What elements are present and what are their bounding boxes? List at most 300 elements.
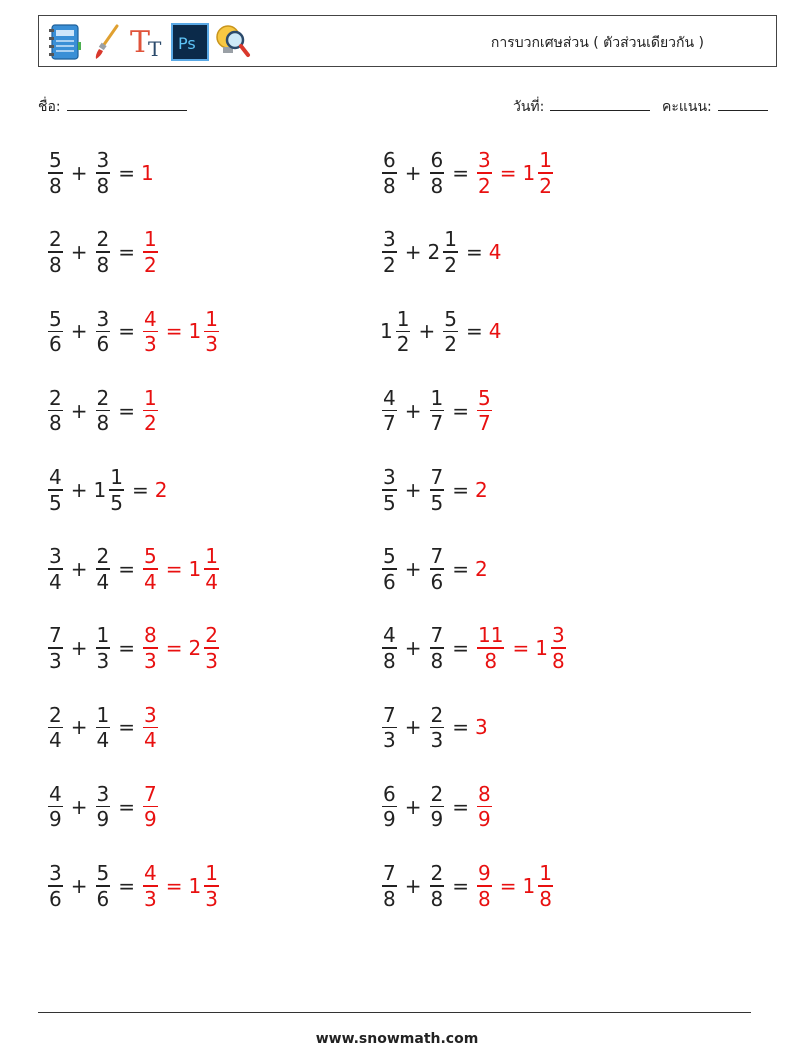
numerator: 1 [144, 385, 157, 410]
problem-p8 [380, 385, 494, 437]
fraction-stack [477, 386, 492, 436]
fraction-stack [430, 544, 445, 594]
equals-sign: = [131, 477, 149, 502]
fraction [428, 861, 447, 911]
fraction [428, 148, 447, 198]
problem-p18 [380, 781, 494, 833]
equals-sign: = [452, 161, 469, 185]
problem-p13 [46, 622, 221, 674]
numerator: 5 [96, 861, 110, 885]
worksheet-header [38, 15, 777, 67]
fraction-stack [204, 623, 219, 673]
fraction [141, 227, 160, 277]
fraction [475, 386, 494, 436]
whole-number [475, 559, 489, 579]
fraction-stack [96, 307, 111, 357]
fraction [94, 227, 113, 277]
answer [141, 163, 155, 183]
denominator: 8 [383, 648, 396, 673]
date-field[interactable] [513, 96, 650, 118]
denominator: 6 [96, 332, 110, 357]
fraction-stack [204, 861, 219, 911]
denominator: 2 [478, 173, 491, 198]
fraction-stack [48, 861, 63, 911]
denominator: 2 [396, 332, 410, 357]
fraction-stack [48, 465, 63, 515]
equals-sign: = [118, 398, 135, 423]
denominator: 2 [383, 252, 396, 277]
fraction [141, 782, 160, 832]
equals-sign: = [452, 636, 469, 661]
fraction [94, 307, 113, 357]
whole-part: 4 [488, 319, 502, 344]
problem-p19 [46, 860, 221, 912]
fraction [46, 386, 65, 436]
fraction [380, 782, 399, 832]
whole-part: 1 [535, 636, 548, 661]
fraction [94, 465, 126, 515]
denominator: 8 [383, 173, 396, 198]
fraction [428, 703, 447, 753]
fraction [46, 307, 65, 357]
plus-sign: + [404, 477, 422, 502]
fraction [428, 623, 447, 673]
fraction-stack [96, 703, 111, 753]
denominator: 9 [383, 807, 396, 832]
equals-sign: = [452, 715, 469, 740]
denominator: 8 [96, 252, 110, 277]
numerator: 2 [49, 227, 62, 252]
fraction-stack [382, 861, 397, 911]
numerator: 5 [444, 306, 457, 331]
fraction-stack [551, 623, 566, 673]
fraction-stack [109, 465, 124, 515]
plus-sign: + [70, 873, 88, 898]
fraction-stack [430, 148, 445, 198]
fraction-stack [143, 544, 158, 594]
numerator: 2 [49, 385, 62, 410]
numerator: 4 [144, 861, 157, 885]
equals-sign: = [465, 319, 483, 344]
fraction-stack [477, 148, 492, 198]
denominator: 8 [430, 648, 444, 673]
answer [141, 703, 160, 753]
fraction-stack [430, 465, 445, 515]
whole-part: 2 [475, 557, 488, 581]
fraction-stack [538, 861, 553, 911]
plus-sign: + [404, 715, 422, 740]
denominator: 3 [96, 648, 110, 673]
numerator: 2 [96, 544, 110, 569]
equals-sign: = [452, 477, 469, 502]
fraction-stack [430, 623, 445, 673]
plus-sign: + [404, 240, 422, 265]
fraction [189, 307, 221, 357]
fraction-stack [204, 307, 219, 357]
fraction-stack [96, 544, 111, 594]
name-field[interactable] [38, 96, 187, 118]
fraction-stack [48, 703, 63, 753]
denominator: 3 [49, 648, 62, 673]
numerator: 4 [383, 385, 396, 410]
numerator: 7 [430, 544, 444, 569]
denominator: 3 [144, 648, 157, 673]
fraction-stack [382, 544, 397, 594]
whole-part: 3 [475, 715, 488, 740]
fraction-stack [443, 227, 458, 277]
fraction [535, 623, 567, 673]
plus-sign: + [70, 715, 88, 740]
denominator: 6 [430, 569, 444, 594]
equals-sign: = [118, 636, 135, 661]
denominator: 4 [144, 569, 157, 594]
denominator: 3 [205, 886, 218, 911]
equals-sign: = [465, 240, 483, 265]
whole-part: 1 [188, 319, 202, 344]
answer [141, 544, 221, 594]
whole-part: 1 [380, 319, 393, 344]
fraction [46, 703, 65, 753]
fraction-stack [382, 148, 397, 198]
plus-sign: + [70, 477, 88, 502]
plus-sign: + [404, 794, 422, 819]
fraction [46, 148, 65, 198]
fraction [46, 782, 65, 832]
problem-p12 [380, 543, 489, 595]
numerator: 6 [383, 148, 396, 173]
answer [141, 307, 221, 357]
answer [475, 715, 489, 740]
denominator: 9 [144, 807, 157, 832]
denominator: 4 [49, 569, 62, 594]
denominator: 7 [383, 411, 396, 436]
fraction-stack [430, 703, 445, 753]
fraction-stack [143, 782, 158, 832]
fraction [380, 861, 399, 911]
numerator: 1 [110, 465, 123, 489]
fraction [94, 544, 113, 594]
fraction [141, 703, 160, 753]
fraction-stack [143, 623, 158, 673]
fraction [141, 861, 160, 911]
numerator: 8 [478, 781, 491, 806]
denominator: 3 [205, 332, 218, 357]
fraction-stack [96, 623, 111, 673]
answer-equals-sign: = [165, 636, 183, 661]
plus-sign: + [70, 794, 88, 819]
fraction-stack [538, 148, 553, 198]
problem-p2 [380, 147, 555, 199]
numerator: 1 [396, 306, 410, 331]
denominator: 8 [484, 648, 498, 673]
fraction [523, 861, 555, 911]
fraction [380, 307, 412, 357]
fraction-stack [143, 307, 158, 357]
whole-part: 1 [188, 873, 202, 898]
fraction-stack [96, 386, 111, 436]
numerator: 1 [444, 227, 457, 252]
denominator: 5 [49, 490, 62, 515]
plus-sign: + [70, 557, 88, 581]
numerator: 1 [205, 306, 218, 331]
svg-text:Ps: Ps [178, 34, 196, 53]
notebook-icon [45, 22, 83, 62]
answer [475, 782, 494, 832]
numerator: 2 [430, 861, 444, 885]
numerator: 7 [144, 781, 157, 806]
fraction [46, 465, 65, 515]
denominator: 8 [49, 411, 62, 436]
fraction [189, 544, 221, 594]
score-field[interactable] [662, 96, 768, 118]
numerator: 1 [539, 148, 552, 173]
fraction-stack [48, 782, 63, 832]
date-blank[interactable] [550, 98, 650, 111]
fraction [141, 623, 160, 673]
numerator: 11 [478, 623, 504, 648]
plus-sign: + [418, 319, 436, 344]
answer [141, 386, 160, 436]
fraction [94, 782, 113, 832]
numerator: 2 [205, 623, 218, 648]
numerator: 9 [478, 861, 491, 885]
numerator: 7 [430, 623, 444, 648]
equals-sign: = [118, 794, 135, 819]
fraction [94, 148, 113, 198]
whole-part: 2 [475, 477, 488, 502]
fraction-stack [477, 623, 504, 673]
numerator: 3 [96, 148, 110, 173]
answer-equals-sign: = [165, 319, 183, 344]
numerator: 7 [49, 623, 62, 648]
denominator: 8 [478, 886, 491, 911]
numerator: 4 [49, 781, 62, 806]
denominator: 8 [430, 173, 444, 198]
problem-p9 [46, 464, 168, 516]
fraction [475, 148, 494, 198]
numerator: 2 [430, 781, 444, 806]
fraction-stack [96, 227, 111, 277]
fraction-stack [143, 861, 158, 911]
denominator: 9 [478, 807, 491, 832]
answer [141, 227, 160, 277]
answer [141, 782, 160, 832]
fraction-stack [430, 386, 445, 436]
problem-p16 [380, 701, 489, 753]
numerator: 3 [49, 544, 62, 569]
fraction-stack [477, 782, 492, 832]
answer [488, 319, 503, 344]
answer [475, 861, 555, 911]
numerator: 6 [383, 781, 396, 806]
fraction [428, 544, 447, 594]
fraction [428, 465, 447, 515]
numerator: 1 [205, 544, 218, 569]
problem-p3 [46, 226, 160, 278]
denominator: 7 [478, 411, 491, 436]
numerator: 5 [478, 385, 491, 410]
fraction [441, 307, 460, 357]
problem-p6 [380, 305, 502, 357]
fraction-stack [382, 703, 397, 753]
numerator: 5 [144, 544, 157, 569]
numerator: 1 [144, 227, 157, 252]
problem-p1 [46, 147, 155, 199]
whole-part: 1 [188, 557, 202, 581]
footer-url: www.snowmath.com [315, 1031, 479, 1047]
whole-part: 4 [488, 240, 502, 265]
denominator: 8 [383, 886, 396, 911]
denominator: 4 [205, 569, 218, 594]
denominator: 9 [49, 807, 62, 832]
score-label: คะแนน: [662, 99, 712, 115]
answer [141, 861, 221, 911]
numerator: 4 [144, 306, 157, 331]
numerator: 2 [96, 385, 110, 410]
denominator: 6 [383, 569, 396, 594]
fraction-stack [143, 227, 158, 277]
answer [475, 386, 494, 436]
equals-sign: = [118, 715, 135, 740]
numerator: 2 [430, 702, 444, 727]
fraction [189, 623, 221, 673]
name-label: ชื่อ: [38, 99, 61, 115]
fraction-stack [143, 703, 158, 753]
fraction-stack [430, 782, 445, 832]
denominator: 8 [539, 886, 552, 911]
plus-sign: + [70, 319, 88, 344]
denominator: 9 [430, 807, 444, 832]
fraction [475, 782, 494, 832]
fraction [94, 623, 113, 673]
fraction-stack [382, 386, 397, 436]
fraction-stack [48, 148, 63, 198]
equals-sign: = [452, 873, 469, 898]
fraction [46, 623, 65, 673]
plus-sign: + [404, 398, 422, 423]
paintbrush-icon [87, 22, 125, 62]
numerator: 7 [383, 702, 396, 727]
fraction [380, 703, 399, 753]
answer-equals-sign: = [165, 557, 183, 581]
fraction [189, 861, 221, 911]
numerator: 4 [49, 465, 62, 489]
fraction [428, 227, 460, 277]
answer [475, 559, 489, 579]
whole-number [141, 163, 155, 183]
numerator: 1 [96, 623, 110, 648]
denominator: 4 [96, 728, 110, 753]
fraction-stack [96, 782, 111, 832]
plus-sign: + [404, 636, 422, 661]
fraction-stack [382, 465, 397, 515]
fraction [380, 465, 399, 515]
equals-sign: = [118, 319, 135, 344]
lightbulb-magnifier-icon [213, 22, 251, 62]
denominator: 8 [49, 173, 62, 198]
whole-part: 1 [522, 161, 536, 185]
fraction [380, 148, 399, 198]
numerator: 6 [430, 148, 444, 173]
equals-sign: = [118, 873, 135, 898]
problem-p4 [380, 226, 502, 278]
name-blank[interactable] [67, 98, 187, 111]
fraction-stack [382, 623, 397, 673]
fraction [380, 544, 399, 594]
denominator: 6 [49, 332, 62, 357]
plus-sign: + [404, 161, 422, 185]
denominator: 2 [539, 173, 552, 198]
score-blank[interactable] [718, 98, 768, 111]
header-icons [45, 21, 251, 63]
problem-p10 [380, 464, 489, 516]
numerator: 7 [430, 465, 444, 489]
denominator: 8 [96, 411, 110, 436]
denominator: 5 [110, 490, 123, 515]
numerator: 5 [49, 306, 62, 331]
fraction [380, 623, 399, 673]
denominator: 6 [49, 886, 62, 911]
fraction-stack [382, 227, 397, 277]
problem-p11 [46, 543, 221, 595]
fraction [94, 861, 113, 911]
equals-sign: = [452, 557, 469, 581]
equals-sign: = [118, 557, 135, 581]
problem-p17 [46, 781, 160, 833]
denominator: 2 [144, 411, 157, 436]
numerator: 5 [49, 148, 62, 173]
whole-number [154, 477, 169, 502]
problem-p20 [380, 860, 555, 912]
plus-sign: + [70, 398, 88, 423]
equals-sign: = [118, 240, 135, 265]
plus-sign: + [70, 161, 88, 185]
whole-part: 2 [188, 636, 202, 661]
problem-p5 [46, 305, 221, 357]
numerator: 3 [383, 465, 396, 489]
equals-sign: = [452, 398, 469, 423]
answer-equals-sign: = [499, 873, 517, 898]
plus-sign: + [404, 873, 422, 898]
svg-text:T: T [130, 25, 151, 60]
numerator: 3 [49, 861, 62, 885]
equals-sign: = [118, 161, 135, 185]
fraction-stack [430, 861, 445, 911]
problem-p7 [46, 385, 160, 437]
photoshop-icon [171, 22, 209, 62]
fraction-stack [48, 386, 63, 436]
fraction-stack [48, 544, 63, 594]
numerator: 2 [49, 702, 62, 727]
fraction-stack [48, 623, 63, 673]
fraction-stack [204, 544, 219, 594]
svg-text:T: T [148, 37, 162, 61]
denominator: 8 [96, 173, 110, 198]
whole-part: 2 [427, 240, 441, 265]
numerator: 2 [96, 227, 110, 252]
numerator: 3 [96, 781, 110, 806]
numerator: 3 [478, 148, 491, 173]
whole-number [475, 477, 489, 502]
whole-number [488, 240, 503, 265]
whole-part: 2 [154, 477, 168, 502]
problem-p15 [46, 701, 160, 753]
denominator: 5 [383, 490, 396, 515]
denominator: 2 [144, 252, 157, 277]
fraction-stack [96, 861, 111, 911]
plus-sign: + [70, 636, 88, 661]
fraction [523, 148, 555, 198]
